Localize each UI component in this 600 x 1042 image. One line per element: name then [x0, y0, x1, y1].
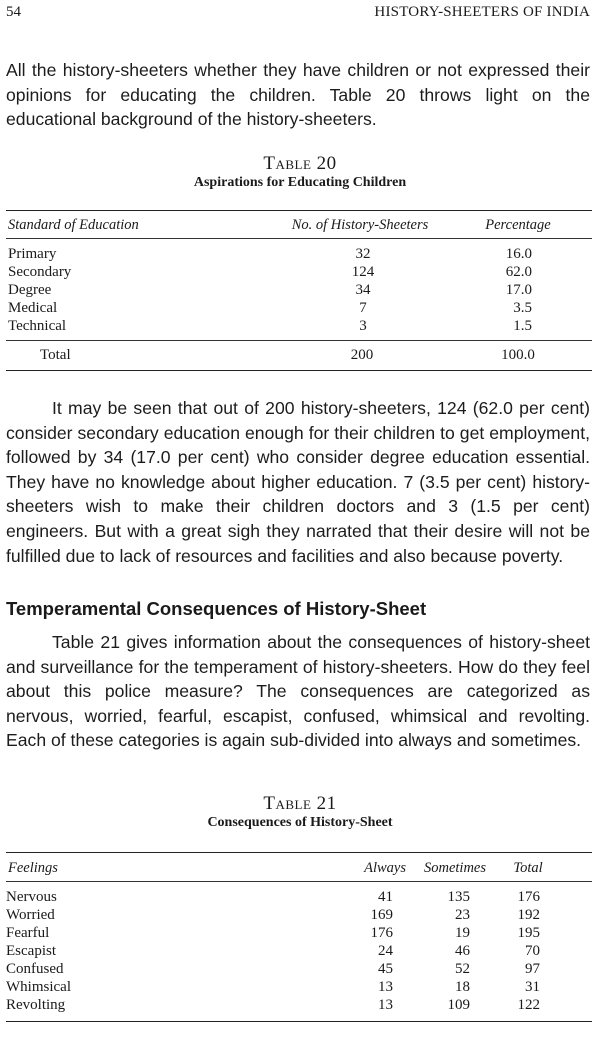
table-21-col-header: Total [513, 860, 543, 876]
table-20-header-rule [6, 238, 592, 239]
row-sometimes: 46 [455, 943, 470, 959]
table-20-top-rule [6, 210, 592, 211]
row-label: Revolting [6, 997, 66, 1013]
row-total: 97 [525, 961, 540, 977]
row-count: 32 [355, 246, 371, 262]
row-sometimes: 23 [455, 907, 470, 923]
table-21-intro-paragraph: Table 21 gives information about the consequences of history-sheet and surveillance for the temperament of history-sheeters. How do they feel about this police measure? The consequences are categorized as nervous, worried, fearful, escapist, confused, whimsical and revolting. Each of these categories is again sub-divided into always and sometimes. [6, 632, 590, 751]
table-21-col-header: Always [364, 860, 406, 876]
running-title: HISTORY-SHEETERS OF INDIA [374, 4, 590, 20]
row-percent: 3.5 [513, 300, 532, 316]
table-20-col-header: No. of History-Sheeters [291, 217, 429, 233]
row-always: 13 [378, 979, 393, 995]
row-label: Escapist [6, 943, 56, 959]
row-sometimes: 135 [447, 889, 470, 905]
table-20-bottom-rule [6, 370, 592, 371]
row-percent: 1.5 [513, 318, 532, 334]
total-percent: 100.0 [501, 347, 535, 363]
row-label: Secondary [8, 264, 72, 280]
table-21-top-rule [6, 852, 592, 853]
row-total: 70 [525, 943, 540, 959]
table-20-title: Aspirations for Educating Children [193, 175, 407, 190]
row-total: 176 [517, 889, 540, 905]
row-sometimes: 19 [455, 925, 470, 941]
row-total: 195 [517, 925, 540, 941]
analysis-paragraph: It may be seen that out of 200 history-sheeters, 124 (62.0 per cent) consider secondary education enough for their children to get employment, followed by 34 (17.0 per cent) who consider degree education essential. They have no knowledge about higher education. 7 (3.5 per cent) history-sheeters wish to make their children doctors and 3 (1.5 per cent) engineers. But with a great sigh they narrated that their desire will not be fulfilled due to lack of resources and facilities and also because poverty. [6, 398, 590, 566]
row-count: 34 [355, 282, 371, 298]
row-count: 124 [351, 264, 375, 280]
section-heading: Temperamental Consequences of History-Sheet [6, 598, 427, 619]
row-percent: 62.0 [505, 264, 532, 280]
intro-paragraph: All the history-sheeters whether they have children or not expressed their opinions for educating the children. Table 20 throws light on the educational background of the history-sheeters. [6, 60, 590, 130]
row-total: 122 [517, 997, 540, 1013]
row-label: Degree [8, 282, 52, 298]
row-label: Fearful [6, 925, 50, 941]
page-header [6, 4, 590, 30]
row-always: 24 [378, 943, 393, 959]
row-always: 176 [370, 925, 393, 941]
total-count: 200 [350, 347, 374, 363]
row-always: 41 [378, 889, 393, 905]
row-sometimes: 18 [455, 979, 470, 995]
table-20-caption [0, 153, 600, 191]
table-21-label: Table 21 [263, 793, 337, 814]
table-21-col-header: Sometimes [423, 860, 487, 876]
table-20-col-header: Standard of Education [8, 217, 139, 233]
row-label: Confused [6, 961, 64, 977]
row-count: 3 [359, 318, 367, 334]
total-label: Total [40, 347, 71, 363]
table-20-col-header: Percentage [485, 217, 551, 233]
row-label: Medical [8, 300, 58, 316]
row-always: 169 [370, 907, 393, 923]
table-21-title: Consequences of History-Sheet [207, 815, 393, 830]
row-sometimes: 109 [447, 997, 470, 1013]
row-percent: 16.0 [505, 246, 532, 262]
row-total: 31 [525, 979, 540, 995]
table-21-caption [0, 793, 600, 831]
row-total: 192 [517, 907, 540, 923]
row-always: 45 [378, 961, 393, 977]
table-21-header-rule [6, 881, 592, 882]
row-label: Nervous [6, 889, 57, 905]
row-label: Worried [6, 907, 55, 923]
table-20-label: Table 20 [263, 153, 337, 174]
row-count: 7 [359, 300, 367, 316]
table-21-bottom-rule [6, 1021, 592, 1022]
row-label: Technical [8, 318, 67, 334]
page-number: 54 [6, 4, 21, 20]
row-sometimes: 52 [455, 961, 470, 977]
row-label: Whimsical [6, 979, 71, 995]
table-21-col-header: Feelings [8, 860, 58, 876]
row-percent: 17.0 [505, 282, 532, 298]
table-20-total-rule [6, 340, 592, 341]
row-always: 13 [378, 997, 393, 1013]
row-label: Primary [8, 246, 57, 262]
